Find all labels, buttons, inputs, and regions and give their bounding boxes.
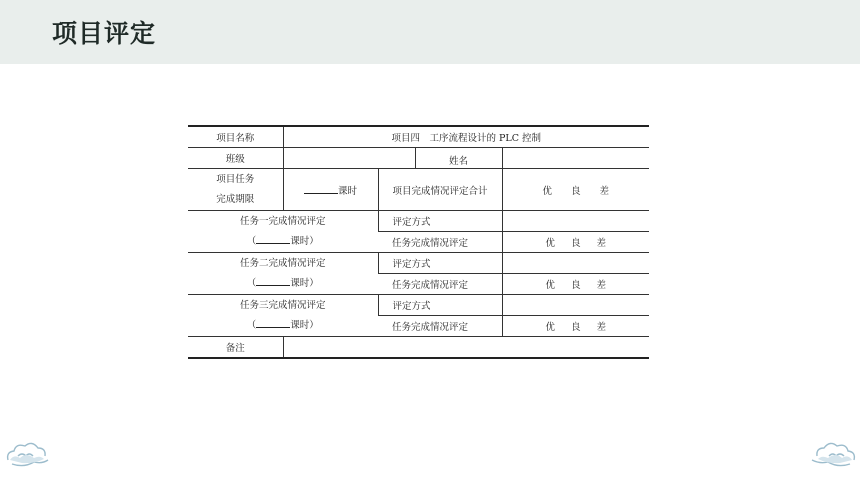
task2-method-label: 评定方式 bbox=[378, 253, 502, 274]
remarks-label: 备注 bbox=[188, 337, 283, 359]
task1-hours: （ 课时） bbox=[246, 235, 319, 247]
table-row bbox=[188, 126, 649, 148]
project-name-label: 项目名称 bbox=[188, 126, 283, 148]
task2-title: 任务二完成情况评定 bbox=[239, 257, 326, 269]
table-row bbox=[188, 211, 649, 232]
name-label-cell bbox=[415, 148, 502, 168]
task1-title: 任务一完成情况评定 bbox=[239, 215, 326, 227]
total-grades bbox=[502, 169, 649, 211]
grade-excellent: 优 bbox=[542, 185, 552, 197]
period-label bbox=[188, 169, 283, 211]
period-suffix: 课时 bbox=[337, 185, 357, 197]
project-name-value: 项目四 工序流程设计的 PLC 控制 bbox=[283, 126, 649, 148]
table-row bbox=[188, 169, 649, 211]
page-title: 项目评定 bbox=[52, 19, 157, 48]
task2-grades: 优 良 差 bbox=[502, 274, 649, 295]
name-label: 姓名 bbox=[448, 156, 468, 167]
name-value bbox=[502, 148, 649, 169]
grade-poor: 差 bbox=[599, 185, 610, 197]
evaluation-table bbox=[188, 125, 649, 359]
total-label: 项目完成情况评定合计 bbox=[378, 169, 502, 211]
task3-method-value bbox=[502, 295, 649, 316]
task2-title-cell bbox=[188, 253, 378, 295]
class-label: 班级 bbox=[188, 148, 283, 169]
task2-method-value bbox=[502, 253, 649, 274]
task1-eval-label: 任务完成情况评定 bbox=[378, 232, 502, 253]
table-row bbox=[188, 295, 649, 316]
task2-hours: （ 课时） bbox=[246, 277, 319, 289]
cloud-icon bbox=[4, 438, 50, 468]
period-label-line2: 完成期限 bbox=[216, 193, 255, 205]
task1-title-cell bbox=[188, 211, 378, 253]
task1-method-label: 评定方式 bbox=[378, 211, 502, 232]
task2-eval-label: 任务完成情况评定 bbox=[378, 274, 502, 295]
period-label-line1: 项目任务 bbox=[216, 173, 255, 185]
hours-blank bbox=[304, 184, 338, 194]
remarks-value bbox=[283, 337, 649, 359]
task3-title: 任务三完成情况评定 bbox=[239, 299, 326, 311]
table-row bbox=[188, 148, 649, 169]
task1-method-value bbox=[502, 211, 649, 232]
task1-grades: 优 良 差 bbox=[502, 232, 649, 253]
table-row bbox=[188, 253, 649, 274]
task3-method-label: 评定方式 bbox=[378, 295, 502, 316]
class-value bbox=[283, 148, 502, 169]
task3-title-cell bbox=[188, 295, 378, 337]
grade-good: 良 bbox=[570, 185, 581, 197]
task3-eval-label: 任务完成情况评定 bbox=[378, 316, 502, 337]
table-row bbox=[188, 337, 649, 359]
task3-grades: 优 良 差 bbox=[502, 316, 649, 337]
cloud-icon bbox=[808, 438, 858, 470]
period-value bbox=[283, 169, 378, 211]
task3-hours: （ 课时） bbox=[246, 319, 319, 331]
